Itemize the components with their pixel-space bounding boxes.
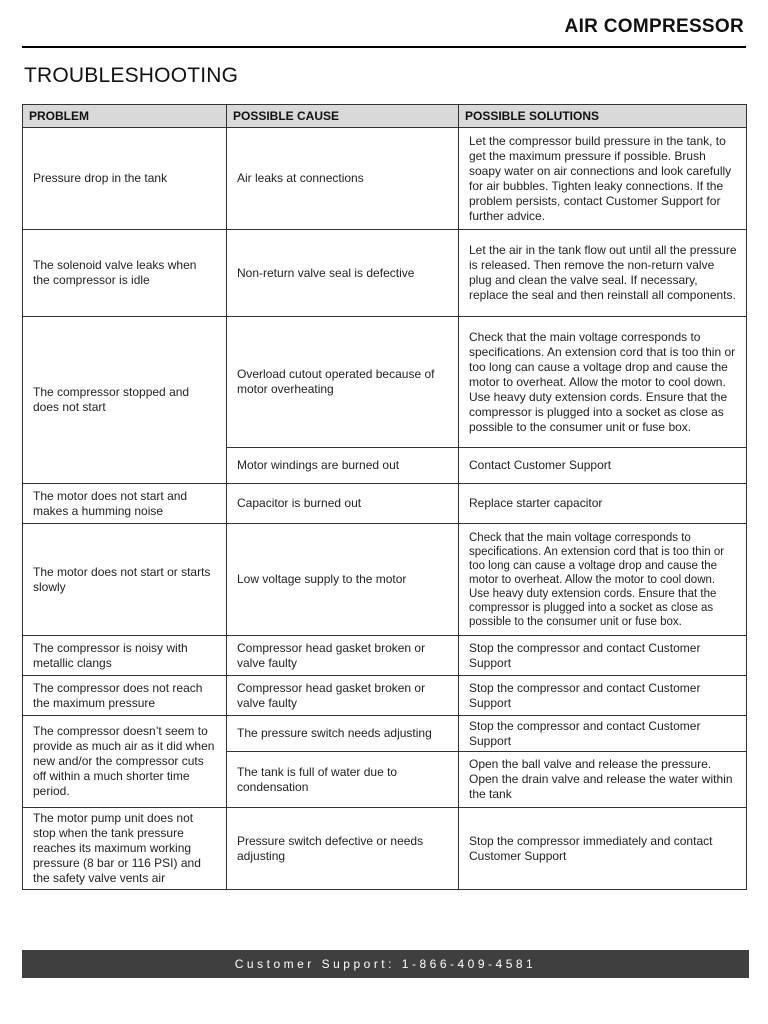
solution-cell: Stop the compressor and contact Customer Support bbox=[459, 676, 747, 716]
troubleshooting-table bbox=[22, 104, 747, 890]
solution-cell: Open the ball valve and release the pressure. Open the drain valve and release the water within the tank bbox=[459, 752, 747, 808]
cause-cell: Pressure switch defective or needs adjusting bbox=[227, 808, 459, 890]
cause-cell: Low voltage supply to the motor bbox=[227, 524, 459, 636]
solution-cell: Stop the compressor and contact Customer Support bbox=[459, 716, 747, 752]
column-header-problem: PROBLEM bbox=[23, 105, 227, 128]
solution-cell: Check that the main voltage corresponds to specifications. An extension cord that is too thin or too long can cause a voltage drop and cause the motor to overheat. Allow the motor to cool down. Use heavy duty extension cords. Ensure that the compressor is plugged into a socket as close as possible to the consumer unit or fuse box. bbox=[459, 317, 747, 448]
problem-cell: The motor does not start or starts slowly bbox=[23, 524, 227, 636]
table-row bbox=[23, 317, 747, 448]
table-header-row bbox=[23, 105, 747, 128]
cause-cell: Non-return valve seal is defective bbox=[227, 230, 459, 317]
solution-cell: Let the air in the tank flow out until all the pressure is released. Then remove the non-return valve plug and clean the valve seal. If necessary, replace the seal and then reinstall all components. bbox=[459, 230, 747, 317]
solution-cell: Replace starter capacitor bbox=[459, 484, 747, 524]
problem-cell: The motor does not start and makes a humming noise bbox=[23, 484, 227, 524]
table-row bbox=[23, 484, 747, 524]
table-row bbox=[23, 676, 747, 716]
column-header-solutions: POSSIBLE SOLUTIONS bbox=[459, 105, 747, 128]
table-row bbox=[23, 230, 747, 317]
cause-cell: Compressor head gasket broken or valve faulty bbox=[227, 676, 459, 716]
table-row bbox=[23, 128, 747, 230]
solution-cell: Check that the main voltage corresponds to specifications. An extension cord that is too thin or too long can cause a voltage drop and cause the motor to overheat. Allow the motor to cool down. Use heavy duty extension cords. Ensure that the compressor is plugged into a socket as close as possible to the consumer unit or fuse box. bbox=[459, 524, 747, 636]
cause-cell: Compressor head gasket broken or valve faulty bbox=[227, 636, 459, 676]
customer-support-footer: Customer Support: 1-866-409-4581 bbox=[22, 950, 749, 978]
cause-cell: Overload cutout operated because of motor overheating bbox=[227, 317, 459, 448]
solution-cell: Let the compressor build pressure in the tank, to get the maximum pressure if possible. Brush soapy water on air connections and look carefully for air bubbles. Tighten leaky connections. If the problem persists, contact Customer Support for further advice. bbox=[459, 128, 747, 230]
table-row bbox=[23, 636, 747, 676]
problem-cell: The solenoid valve leaks when the compressor is idle bbox=[23, 230, 227, 317]
solution-cell: Contact Customer Support bbox=[459, 448, 747, 484]
header-divider bbox=[22, 46, 746, 48]
cause-cell: Motor windings are burned out bbox=[227, 448, 459, 484]
problem-cell: Pressure drop in the tank bbox=[23, 128, 227, 230]
table-row bbox=[23, 808, 747, 890]
solution-cell: Stop the compressor and contact Customer Support bbox=[459, 636, 747, 676]
document-header-title: AIR COMPRESSOR bbox=[564, 16, 744, 37]
cause-cell: The tank is full of water due to condensation bbox=[227, 752, 459, 808]
column-header-cause: POSSIBLE CAUSE bbox=[227, 105, 459, 128]
cause-cell: Capacitor is burned out bbox=[227, 484, 459, 524]
table-row bbox=[23, 716, 747, 752]
cause-cell: Air leaks at connections bbox=[227, 128, 459, 230]
table-row bbox=[23, 524, 747, 636]
problem-cell: The compressor is noisy with metallic clangs bbox=[23, 636, 227, 676]
problem-cell: The compressor doesn’t seem to provide as much air as it did when new and/or the compressor cuts off within a much shorter time period. bbox=[23, 716, 227, 808]
solution-cell: Stop the compressor immediately and contact Customer Support bbox=[459, 808, 747, 890]
cause-cell: The pressure switch needs adjusting bbox=[227, 716, 459, 752]
problem-cell: The motor pump unit does not stop when the tank pressure reaches its maximum working pressure (8 bar or 116 PSI) and the safety valve vents air bbox=[23, 808, 227, 890]
problem-cell: The compressor does not reach the maximum pressure bbox=[23, 676, 227, 716]
problem-cell: The compressor stopped and does not start bbox=[23, 317, 227, 484]
page-title: TROUBLESHOOTING bbox=[24, 64, 239, 87]
